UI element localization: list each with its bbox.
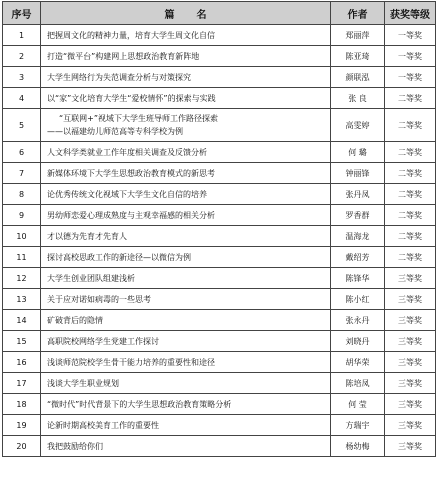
table-row [3,310,436,331]
row-grade: 三等奖 [385,289,436,310]
table-row [3,109,436,142]
row-grade: 三等奖 [385,373,436,394]
row-num: 14 [3,310,41,331]
row-num: 5 [3,109,41,142]
table-row [3,268,436,289]
row-num: 4 [3,88,41,109]
row-grade: 三等奖 [385,394,436,415]
row-grade: 三等奖 [385,352,436,373]
row-author: 杨幼梅 [331,436,385,457]
row-grade: 二等奖 [385,88,436,109]
header-title: 篇名 [41,2,331,25]
header-row [3,2,436,25]
row-author: 胡华荣 [331,352,385,373]
header-grade: 获奖等级 [385,2,436,25]
row-author: 戴绍芳 [331,247,385,268]
row-title: 浅谈师范院校学生骨干能力培养的重要性和途径 [41,352,331,373]
row-title: 新媒体环境下大学生思想政治教育模式的新思考 [41,163,331,184]
row-grade: 三等奖 [385,436,436,457]
row-author: 何 莹 [331,394,385,415]
table-row [3,415,436,436]
row-num: 18 [3,394,41,415]
row-grade: 二等奖 [385,247,436,268]
row-grade: 二等奖 [385,184,436,205]
row-grade: 三等奖 [385,415,436,436]
row-title: 大学生网络行为失范调查分析与对策探究 [41,67,331,88]
row-num: 1 [3,25,41,46]
row-author: 温海龙 [331,226,385,247]
header-author: 作者 [331,2,385,25]
row-num: 8 [3,184,41,205]
row-author: 高雯婷 [331,109,385,142]
table-row [3,373,436,394]
row-num: 15 [3,331,41,352]
row-title: 人文科学类就业工作年度相关调查及反馈分析 [41,142,331,163]
row-author: 张永丹 [331,310,385,331]
row-grade: 一等奖 [385,25,436,46]
row-author: 钟丽锋 [331,163,385,184]
row-num: 9 [3,205,41,226]
row-num: 12 [3,268,41,289]
row-title [41,109,331,142]
row-author: 陈小红 [331,289,385,310]
table-row [3,163,436,184]
table-row [3,46,436,67]
row-title-line2: ——以福建幼儿师范高等专科学校为例 [47,127,183,136]
row-grade: 二等奖 [385,226,436,247]
header-num: 序号 [3,2,41,25]
row-title: 关于应对诺如病毒的一些思考 [41,289,331,310]
row-grade: 二等奖 [385,109,436,142]
row-num: 11 [3,247,41,268]
row-author: 陈亚琦 [331,46,385,67]
row-title: 才以德为先育才先育人 [41,226,331,247]
table-row [3,247,436,268]
row-grade: 一等奖 [385,46,436,67]
row-grade: 三等奖 [385,268,436,289]
row-num: 2 [3,46,41,67]
row-num: 6 [3,142,41,163]
table-row [3,142,436,163]
table-row [3,184,436,205]
table-row [3,88,436,109]
table-row [3,436,436,457]
row-title: 打造“微平台”构建网上思想政治教育新阵地 [41,46,331,67]
row-author: 方瑞宇 [331,415,385,436]
row-title: 探讨高校思政工作的新途径—以微信为例 [41,247,331,268]
row-title: 男幼师恋爱心理成熟度与主观幸福感的相关分析 [41,205,331,226]
row-title: 浅谈大学生职业规划 [41,373,331,394]
table-row [3,331,436,352]
row-author: 颜联泓 [331,67,385,88]
row-grade: 二等奖 [385,142,436,163]
row-num: 13 [3,289,41,310]
table-row [3,205,436,226]
row-title-line1: “互联网+”视域下大学生班导师工作路径探索 [59,114,218,123]
row-title: 矿破背后的隐情 [41,310,331,331]
row-num: 17 [3,373,41,394]
row-num: 7 [3,163,41,184]
row-num: 3 [3,67,41,88]
row-title: 以“家”文化培育大学生“爱校情怀”的探索与实践 [41,88,331,109]
row-num: 16 [3,352,41,373]
row-title: 把握周文化的精神力量，培育大学生周文化自信 [41,25,331,46]
row-title: 我把鼓励给你们 [41,436,331,457]
row-grade: 三等奖 [385,310,436,331]
row-author: 张丹凤 [331,184,385,205]
row-author: 何 璐 [331,142,385,163]
row-grade: 二等奖 [385,205,436,226]
row-author: 郑丽萍 [331,25,385,46]
row-title: 高职院校网络学生党建工作探讨 [41,331,331,352]
row-author: 罗香群 [331,205,385,226]
row-num: 20 [3,436,41,457]
table-row [3,226,436,247]
row-grade: 三等奖 [385,331,436,352]
table-row [3,289,436,310]
row-grade: 二等奖 [385,163,436,184]
row-title: 大学生创业团队组建浅析 [41,268,331,289]
table-header [3,2,436,25]
table-row [3,67,436,88]
table-row [3,25,436,46]
row-author: 陈培凤 [331,373,385,394]
row-title: 论新时期高校美育工作的重要性 [41,415,331,436]
award-table [2,1,436,457]
row-title: “微时代”时代背景下的大学生思想政治教育策略分析 [41,394,331,415]
row-title: 论优秀传统文化视域下大学生文化自信的培养 [41,184,331,205]
row-author: 张 良 [331,88,385,109]
row-author: 陈锋华 [331,268,385,289]
table-row [3,352,436,373]
table-body [3,25,436,457]
row-grade: 一等奖 [385,67,436,88]
table-row [3,394,436,415]
row-num: 10 [3,226,41,247]
row-author: 刘晓丹 [331,331,385,352]
row-num: 19 [3,415,41,436]
